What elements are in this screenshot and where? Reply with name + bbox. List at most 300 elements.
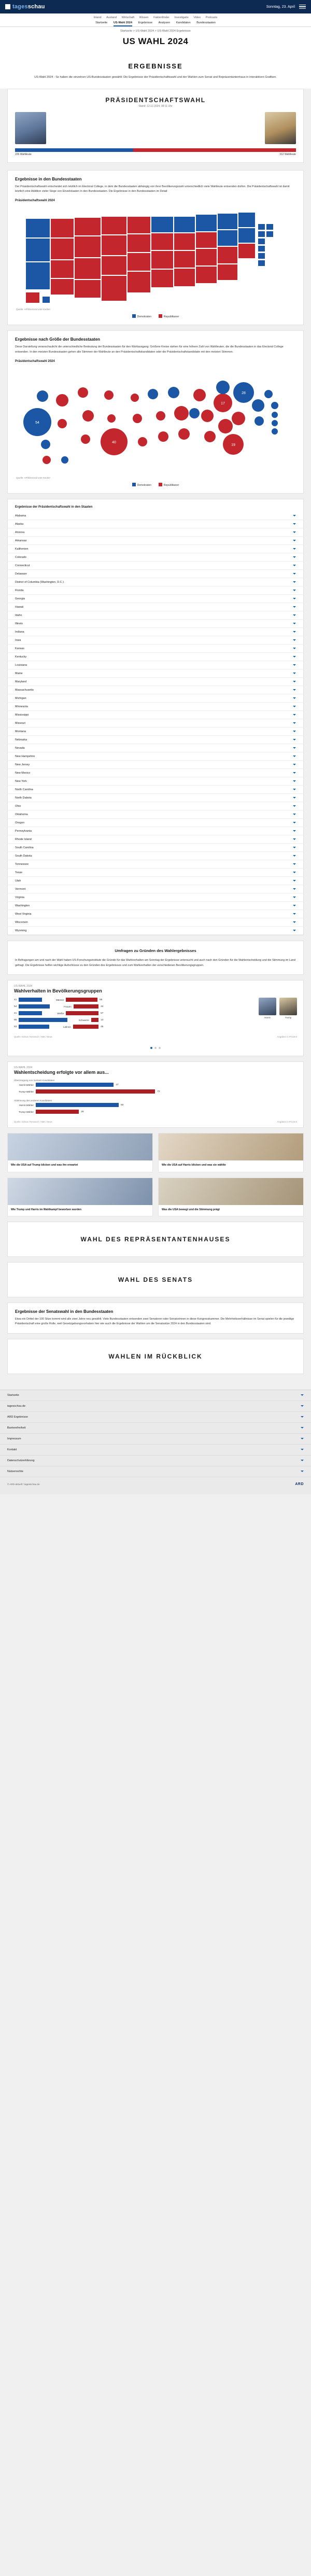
candidate-harris xyxy=(15,112,77,144)
accordion-item-label: Connecticut xyxy=(15,564,30,567)
chevron-down-icon[interactable] xyxy=(293,780,296,782)
footer-copyright: © ARD-aktuell / tagesschau.de xyxy=(7,1482,40,1486)
chevron-down-icon[interactable] xyxy=(293,897,296,898)
chevron-down-icon[interactable] xyxy=(293,731,296,732)
accordion-item-state[interactable] xyxy=(8,595,303,603)
ergebnisse-heading: ERGEBNISSE xyxy=(128,62,183,70)
accordion-item-state[interactable] xyxy=(8,744,303,752)
nav-item-wirtschaft[interactable]: Wirtschaft xyxy=(121,16,135,19)
teaser-card[interactable] xyxy=(158,1133,304,1172)
poll-bar-rep xyxy=(73,1025,99,1029)
accordion-item-state[interactable] xyxy=(8,910,303,918)
chevron-down-icon[interactable] xyxy=(293,540,296,541)
footer-link[interactable] xyxy=(0,1412,311,1423)
teaser-grid[interactable] xyxy=(7,1133,304,1216)
map-card-states xyxy=(7,170,304,326)
chevron-down-icon[interactable] xyxy=(293,556,296,558)
accordion-item-state[interactable] xyxy=(8,669,303,678)
accordion-item-label: North Dakota xyxy=(15,796,32,800)
candidate-trump xyxy=(234,112,296,144)
accordion-item-state[interactable] xyxy=(8,562,303,570)
teaser-card[interactable] xyxy=(7,1133,153,1172)
presidential-result-card xyxy=(7,89,304,163)
accordion-item-label: Arkansas xyxy=(15,539,27,542)
nav-row-secondary[interactable] xyxy=(5,21,306,24)
accordion-item-label: Utah xyxy=(15,879,21,883)
poll-bar-value-dem: 85 xyxy=(14,1018,17,1021)
accordion-item-label: Oklahoma xyxy=(15,813,28,816)
footer-link-label: Kontakt xyxy=(7,1448,17,1451)
accordion-item-label: Florida xyxy=(15,589,24,592)
accordion-item-state[interactable] xyxy=(8,736,303,744)
accordion-item-state[interactable] xyxy=(8,686,303,694)
footer-link-label: tagesschau.de xyxy=(7,1404,26,1408)
accordion-item-label: Kansas xyxy=(15,647,24,650)
accordion-item-state[interactable] xyxy=(8,628,303,636)
chevron-down-icon[interactable] xyxy=(301,1471,304,1472)
accordion-item-state[interactable] xyxy=(8,553,303,562)
accordion-item-state[interactable] xyxy=(8,893,303,902)
accordion-item-state[interactable] xyxy=(8,611,303,620)
poll-bar-dem xyxy=(19,1004,49,1009)
chevron-down-icon[interactable] xyxy=(293,880,296,881)
footer-link[interactable] xyxy=(0,1445,311,1455)
subnav-item-kandidaten[interactable]: Kandidaten xyxy=(176,21,191,24)
chevron-down-icon[interactable] xyxy=(293,847,296,848)
nav-item-ausland[interactable]: Ausland xyxy=(106,16,117,19)
poll-card-motivation[interactable] xyxy=(7,1061,304,1128)
chevron-down-icon[interactable] xyxy=(293,747,296,749)
chevron-down-icon[interactable] xyxy=(293,631,296,633)
accordion-item-state[interactable] xyxy=(8,586,303,595)
accordion-item-label: New Hampshire xyxy=(15,754,35,758)
chevron-down-icon[interactable] xyxy=(293,797,296,799)
chevron-down-icon[interactable] xyxy=(293,838,296,840)
accordion-item-label: Colorado xyxy=(15,555,26,559)
accordion-item-label: Wyoming xyxy=(15,929,27,932)
footer xyxy=(0,1390,311,1494)
accordion-item-label: Massachusetts xyxy=(15,688,34,692)
footer-link[interactable] xyxy=(0,1423,311,1434)
chevron-down-icon[interactable] xyxy=(293,639,296,641)
teaser-card[interactable] xyxy=(7,1178,153,1216)
accordion-item-state[interactable] xyxy=(8,620,303,628)
accordion-item-state[interactable] xyxy=(8,918,303,927)
poll-bar-label: Harris-Wähler xyxy=(19,1103,34,1107)
accordion-item-state[interactable] xyxy=(8,645,303,653)
poll2-bars-group1 xyxy=(14,1083,297,1096)
legend-republicans: Republikaner xyxy=(159,314,179,318)
map2-legend xyxy=(15,481,296,487)
accordion-item-label: Alaska xyxy=(15,522,24,526)
map2-caption: Quelle: AP/Electoral vote tracker xyxy=(16,477,51,480)
accordion-item-state[interactable] xyxy=(8,603,303,611)
poll-bar-dem xyxy=(19,1018,67,1022)
chevron-down-icon[interactable] xyxy=(293,830,296,832)
chevron-down-icon[interactable] xyxy=(293,814,296,815)
poll2-kicker: US-WAHL 2024 xyxy=(14,1066,33,1070)
poll1-face-harris: Harris xyxy=(259,998,276,1031)
accordion-item-label: Indiana xyxy=(15,630,24,634)
accordion-item-label: Oregon xyxy=(15,821,24,824)
teaser-card[interactable] xyxy=(158,1178,304,1216)
poll-bar-label: Trump-Wähler xyxy=(18,1090,34,1093)
poll-bar-rep xyxy=(66,998,97,1002)
accordion-item-label: Georgia xyxy=(15,597,25,600)
hamburger-icon[interactable] xyxy=(299,5,306,9)
accordion-item-label: Kentucky xyxy=(15,655,27,659)
accordion-item-label: Mississippi xyxy=(15,713,29,717)
svg-text:19: 19 xyxy=(231,443,235,447)
poll2-group2-label: Ablehnung des anderen Kandidaten xyxy=(14,1099,52,1102)
map1-label: Präsidentschaftswahl 2024 xyxy=(15,199,55,203)
poll2-source: Quelle: Edison Research / NBC News xyxy=(14,1121,52,1124)
map2-heading: Ergebnisse nach Größe der Bundesstaaten xyxy=(15,337,101,342)
nav-item-inland[interactable]: Inland xyxy=(93,16,102,19)
chevron-down-icon[interactable] xyxy=(293,905,296,906)
chevron-down-icon[interactable] xyxy=(293,772,296,774)
accordion-item-state[interactable] xyxy=(8,844,303,852)
chevron-down-icon[interactable] xyxy=(293,689,296,691)
band-retrospective[interactable]: WAHLEN IM RÜCKBLICK xyxy=(7,1339,304,1374)
legend-democrats-2: Demokraten xyxy=(132,483,151,487)
chevron-down-icon[interactable] xyxy=(293,623,296,624)
map1-caption: Quelle: AP/Electoral vote tracker xyxy=(16,308,51,311)
accordion-item-state[interactable] xyxy=(8,769,303,777)
poll-bar-row xyxy=(14,1110,297,1114)
accordion-item-state[interactable] xyxy=(8,578,303,586)
accordion-item-state[interactable] xyxy=(8,678,303,686)
logo-tagesschau[interactable] xyxy=(5,4,45,10)
harris-thumb xyxy=(259,998,276,1015)
accordion-item-label: New Jersey xyxy=(15,763,30,766)
topbar-status: Sonntag, 23. April xyxy=(266,5,295,9)
chevron-down-icon[interactable] xyxy=(293,805,296,807)
accordion-item-label: Wisconsin xyxy=(15,920,28,924)
teaser-thumbnail xyxy=(8,1133,152,1160)
poll1-kicker: US-WAHL 2024 xyxy=(14,985,33,988)
accordion-item-label: New Mexico xyxy=(15,771,31,775)
band-senate[interactable]: WAHL DES SENATS xyxy=(7,1262,304,1297)
legend-republicans-2: Republikaner xyxy=(159,483,179,487)
poll-bar-value-rep: 45 xyxy=(101,1025,104,1028)
accordion-item-state[interactable] xyxy=(8,694,303,703)
poll-bar-value: 72 xyxy=(157,1090,160,1093)
poll-bar xyxy=(36,1110,79,1114)
poll-bar-row xyxy=(14,1004,253,1009)
accordion-item-label: West Virginia xyxy=(15,912,32,916)
subnav-item-bundesstaaten[interactable]: Bundesstaaten xyxy=(196,21,216,24)
map2-label: Präsidentschaftswahl 2024 xyxy=(15,360,55,363)
teaser-headline: Wie die USA auf Trump blicken und was ihn erwartet xyxy=(11,1164,78,1167)
us-map-svg[interactable] xyxy=(15,203,296,307)
accordion-item-state[interactable] xyxy=(8,761,303,769)
poll-bar-row xyxy=(14,1089,297,1094)
top-bar xyxy=(0,0,311,13)
state-results-accordion[interactable] xyxy=(7,499,304,935)
chevron-down-icon[interactable] xyxy=(293,888,296,890)
accordion-item-label: Maine xyxy=(15,671,23,675)
poll1-bars xyxy=(14,998,253,1031)
poll-bar-rep xyxy=(91,1018,98,1022)
poll-bar-value-rep: 44 xyxy=(101,1005,104,1008)
chevron-down-icon[interactable] xyxy=(301,1405,304,1407)
accordion-item-label: North Carolina xyxy=(15,788,33,791)
electoral-left-label: 226 Wahlleute xyxy=(15,152,32,156)
poll-bar-label: Schwarze xyxy=(78,1018,89,1021)
poll-bar-value: 26 xyxy=(81,1110,84,1113)
map2-text: Diese Darstellung veranschaulicht die unterschiedliche Bedeutung der Bundesstaaten für den Wahlausgang: Größere Kreise stehen für eine höhere Zahl von Wahlleuten, die die Bundesstaaten in das Electoral College entsenden. In den meisten Bundesstaaten gehen alle Stimmen der Wahlleute an den Präsidentschaftskandidaten oder die Präsidentschaftskandidatin mit den meisten Stimmen. xyxy=(15,345,284,354)
poll1-title: Wahlverhalten in Bevölkerungsgruppen xyxy=(14,988,102,994)
accordion-item-state[interactable] xyxy=(8,860,303,869)
svg-text:40: 40 xyxy=(112,441,116,445)
chevron-down-icon[interactable] xyxy=(293,930,296,931)
chevron-down-icon[interactable] xyxy=(293,664,296,666)
accordion-item-state[interactable] xyxy=(8,727,303,736)
accordion-item-state[interactable] xyxy=(8,719,303,727)
accordion-item-state[interactable] xyxy=(8,512,303,520)
accordion-item-state[interactable] xyxy=(8,827,303,835)
poll1-unit: Angaben in Prozent xyxy=(277,1035,297,1039)
footer-link-label: ARD Ergebnisse xyxy=(7,1415,28,1419)
poll2-bars-group2 xyxy=(14,1103,297,1116)
chevron-down-icon[interactable] xyxy=(293,581,296,583)
chevron-down-icon[interactable] xyxy=(293,598,296,599)
chevron-down-icon[interactable] xyxy=(293,872,296,873)
svg-text:17: 17 xyxy=(221,402,225,406)
chevron-down-icon[interactable] xyxy=(293,855,296,857)
accordion-item-label: Minnesota xyxy=(15,705,28,708)
chevron-down-icon[interactable] xyxy=(293,764,296,765)
page-title: US WAHL 2024 xyxy=(0,34,311,54)
accordion-item-state[interactable] xyxy=(8,703,303,711)
footer-link[interactable] xyxy=(0,1466,311,1477)
accordion-item-state[interactable] xyxy=(8,537,303,545)
accordion-item-state[interactable] xyxy=(8,636,303,645)
poll-bar-value-rep: 55 xyxy=(99,998,103,1001)
poll-bar-value-dem: 41 xyxy=(14,1012,17,1015)
poll-bar-value-dem: 41 xyxy=(14,998,17,1001)
legend-democrats: Demokraten xyxy=(132,314,151,318)
accordion-item-label: South Carolina xyxy=(15,846,34,849)
accordion-item-label: Montana xyxy=(15,730,26,733)
poll-bar-row xyxy=(14,1018,253,1022)
accordion-item-state[interactable] xyxy=(8,661,303,669)
poll-bar-label: Weiße xyxy=(57,1012,64,1015)
chevron-down-icon[interactable] xyxy=(293,789,296,790)
chevron-down-icon[interactable] xyxy=(293,614,296,616)
teaser-thumbnail xyxy=(159,1178,303,1205)
chevron-down-icon[interactable] xyxy=(293,913,296,915)
us-choropleth-map[interactable] xyxy=(15,203,296,312)
chevron-down-icon[interactable] xyxy=(293,531,296,533)
poll-bar-row xyxy=(14,998,253,1002)
nav-item-video[interactable]: Video xyxy=(193,16,201,19)
senate-text: Etwa ein Drittel der 100 Sitze kommt wird alle zwei Jahre neu gewählt. Viele Bundesstaaten entsenden zwei Senatoren oder Senatorinnen in diese Kongresskammer. Die Mehrheitsverhältnisse im Senat spielen für die jeweilige Präsidentschaft eine große Rolle, weil Gesetzgebungsvorhaben hier wie auch die Ergebnisse der Wahlen um die Senatssitze 2024 in den Bundesstaaten sind. xyxy=(15,1317,294,1326)
footer-link[interactable] xyxy=(0,1390,311,1401)
chevron-down-icon[interactable] xyxy=(293,606,296,608)
accordion-item-state[interactable] xyxy=(8,819,303,827)
footer-link-label: Impressum xyxy=(7,1437,21,1440)
accordion-item-label: Pennsylvania xyxy=(15,829,32,833)
teaser-thumbnail xyxy=(8,1178,152,1205)
electoral-bar-dem xyxy=(15,148,133,152)
accordion-item-state[interactable] xyxy=(8,877,303,885)
nav-item-podcasts[interactable]: Podcasts xyxy=(205,16,218,19)
poll-bar-label: Latinos xyxy=(63,1025,71,1028)
map1-heading: Ergebnisse in den Bundesstaaten xyxy=(15,176,82,181)
us-bubble-map-svg[interactable] xyxy=(15,364,296,475)
accordion-item-label: Texas xyxy=(15,871,23,874)
poll-bar-row xyxy=(14,1083,297,1087)
ard-logo[interactable]: ARD xyxy=(295,1482,304,1486)
ergebnisse-lead: US-Wahl 2024 - So haben die einzelnen US-Bundesstaaten gewählt: Die Ergebnisse der Präsidentschaftswahl und der Wahlen zum Senat und Repräsentantenhaus in interaktiven Grafiken. xyxy=(34,76,277,79)
chevron-down-icon[interactable] xyxy=(301,1394,304,1396)
poll-bar-value-dem: 54 xyxy=(14,1005,17,1008)
teaser-headline: Was die USA bewegt und die Stimmung prägt xyxy=(162,1208,220,1211)
footer-link-label: Startseite xyxy=(7,1393,19,1397)
accordion-item-state[interactable] xyxy=(8,927,303,935)
subnav-item-analysen[interactable]: Analysen xyxy=(158,21,171,24)
chevron-down-icon[interactable] xyxy=(293,648,296,649)
breadcrumb[interactable]: Startseite > US-Wahl 2024 > US-Wahl 2024 Ergebnisse xyxy=(0,27,311,34)
senate-heading: Ergebnisse der Senatswahl in den Bundesstaaten xyxy=(15,1309,114,1314)
subnav-item-ergebnisse[interactable]: Ergebnisse xyxy=(138,21,153,24)
poll-bar xyxy=(36,1089,155,1094)
accordion-item-state[interactable] xyxy=(8,570,303,578)
accordion-item-state[interactable] xyxy=(8,802,303,810)
poll-bar-rep xyxy=(74,1004,98,1009)
nav-row-primary[interactable] xyxy=(5,16,306,19)
chevron-down-icon[interactable] xyxy=(293,673,296,674)
accordion-item-label: Vermont xyxy=(15,887,26,891)
poll-bar xyxy=(36,1103,119,1107)
footer-link[interactable] xyxy=(0,1401,311,1412)
accordion-item-label: Missouri xyxy=(15,721,26,725)
main-navigation[interactable] xyxy=(0,13,311,27)
chevron-down-icon[interactable] xyxy=(293,822,296,823)
subnav-item-startseite[interactable]: Startseite xyxy=(95,21,108,24)
poll1-source: Quelle: Edison Research / NBC News xyxy=(14,1035,52,1039)
accordion-item-state[interactable] xyxy=(8,885,303,893)
accordion-item-state[interactable] xyxy=(8,777,303,786)
band-house[interactable]: WAHL DES REPRÄSENTANTENHAUSES xyxy=(7,1222,304,1257)
chevron-down-icon[interactable] xyxy=(293,714,296,716)
chevron-down-icon[interactable] xyxy=(293,565,296,566)
nav-item-investigativ[interactable]: Investigativ xyxy=(174,16,189,19)
chevron-down-icon[interactable] xyxy=(293,515,296,516)
trump-portrait xyxy=(265,112,296,144)
chevron-down-icon[interactable] xyxy=(293,706,296,707)
accordion-item-label: Iowa xyxy=(15,638,21,642)
nav-item-faktenfinder[interactable]: Faktenfinder xyxy=(153,16,169,19)
accordion-item-state[interactable] xyxy=(8,852,303,860)
accordion-item-label: Nebraska xyxy=(15,738,27,741)
chevron-down-icon[interactable] xyxy=(293,681,296,682)
senate-results-card xyxy=(7,1303,304,1334)
accordion-item-state[interactable] xyxy=(8,869,303,877)
accordion-item-state[interactable] xyxy=(8,794,303,802)
chevron-down-icon[interactable] xyxy=(293,863,296,865)
accordion-item-label: Maryland xyxy=(15,680,27,683)
accordion-item-label: Illinois xyxy=(15,622,23,625)
poll1-face-trump: Trump xyxy=(279,998,297,1031)
chevron-down-icon[interactable] xyxy=(293,739,296,740)
logo-prefix: tages xyxy=(12,4,28,10)
poll-bar-label: Trump-Wähler xyxy=(18,1110,34,1113)
footer-link[interactable] xyxy=(0,1434,311,1445)
poll1-faces xyxy=(259,998,297,1031)
chevron-down-icon[interactable] xyxy=(301,1416,304,1418)
accordion-item-state[interactable] xyxy=(8,786,303,794)
accordion-item-label: Hawaii xyxy=(15,605,24,609)
subnav-item-us-wahl[interactable]: US-Wahl 2024 xyxy=(114,21,132,26)
accordion-item-label: Nevada xyxy=(15,746,25,750)
accordion-item-label: Arizona xyxy=(15,530,25,534)
map-card-bubbles xyxy=(7,330,304,494)
poll-bar-rep xyxy=(66,1011,98,1015)
accordion-item-state[interactable] xyxy=(8,835,303,844)
chevron-down-icon[interactable] xyxy=(301,1427,304,1429)
chevron-down-icon[interactable] xyxy=(293,656,296,657)
poll-card-demographics[interactable] xyxy=(7,980,304,1056)
poll2-group1-label: Überzeugung von meinem Kandidaten xyxy=(14,1079,55,1082)
accordion-item-state[interactable] xyxy=(8,810,303,819)
accordion-item-state[interactable] xyxy=(8,902,303,910)
accordion-item-state[interactable] xyxy=(8,520,303,528)
accordion-item-label: Michigan xyxy=(15,696,26,700)
chevron-down-icon[interactable] xyxy=(293,523,296,525)
chevron-down-icon[interactable] xyxy=(293,755,296,757)
teaser-headline: Wie Trump und Harris im Wahlkampf beworben wurden xyxy=(11,1208,82,1211)
chevron-down-icon[interactable] xyxy=(301,1438,304,1439)
chevron-down-icon[interactable] xyxy=(301,1460,304,1461)
accordion-item-label: Alabama xyxy=(15,514,26,517)
chevron-down-icon[interactable] xyxy=(293,590,296,591)
nav-item-wissen[interactable]: Wissen xyxy=(139,16,149,19)
poll-bar-row xyxy=(14,1103,297,1107)
accordion-item-state[interactable] xyxy=(8,752,303,761)
electoral-right-label: 312 Wahlleute xyxy=(279,152,296,156)
accordion-item-state[interactable] xyxy=(8,545,303,553)
poll1-carousel-dots[interactable] xyxy=(8,1042,303,1056)
chevron-down-icon[interactable] xyxy=(301,1449,304,1450)
poll-bar-value-rep: 57 xyxy=(101,1012,104,1015)
accordion-item-state[interactable] xyxy=(8,653,303,661)
accordion-item-state[interactable] xyxy=(8,711,303,719)
footer-link[interactable] xyxy=(0,1455,311,1466)
logo-suffix: schau xyxy=(27,4,45,10)
poll2-title: Wahlentscheidung erfolgte vor allem aus... xyxy=(14,1070,109,1075)
accordion-item-state[interactable] xyxy=(8,528,303,537)
poll-bar xyxy=(36,1083,114,1087)
chevron-down-icon[interactable] xyxy=(293,921,296,923)
poll-bar-value: 50 xyxy=(121,1103,124,1107)
polls-intro: In Befragungen am und nach der Wahl haben US-Forschungsinstitute die Gründe für das Wahlverhalten am Sonntag der Ergebnisse untersucht und auch nach den Gründen für die Wahlentscheidung und die Stimmung im Land gefragt. Die Ergebnisse helfen wichtige Aufschlüsse zu den Gründen des Ergebnisses und zum Wahlverhalten der verschiedenen Bevölkerungsgruppen. xyxy=(15,959,295,967)
poll-bar-row xyxy=(14,1025,253,1029)
accordion-item-label: Louisiana xyxy=(15,663,27,667)
chevron-down-icon[interactable] xyxy=(293,573,296,575)
accordion-item-label: Ohio xyxy=(15,804,21,808)
accordion-item-label: Washington xyxy=(15,904,30,907)
chevron-down-icon[interactable] xyxy=(293,697,296,699)
logo-mark xyxy=(5,4,10,9)
poll-bar-value-rep: 13 xyxy=(101,1018,104,1021)
chevron-down-icon[interactable] xyxy=(293,548,296,550)
polls-title: Umfragen zu Gründen des Wahlergebnisses xyxy=(115,948,196,954)
us-bubble-map[interactable] xyxy=(15,364,296,481)
chevron-down-icon[interactable] xyxy=(293,722,296,724)
